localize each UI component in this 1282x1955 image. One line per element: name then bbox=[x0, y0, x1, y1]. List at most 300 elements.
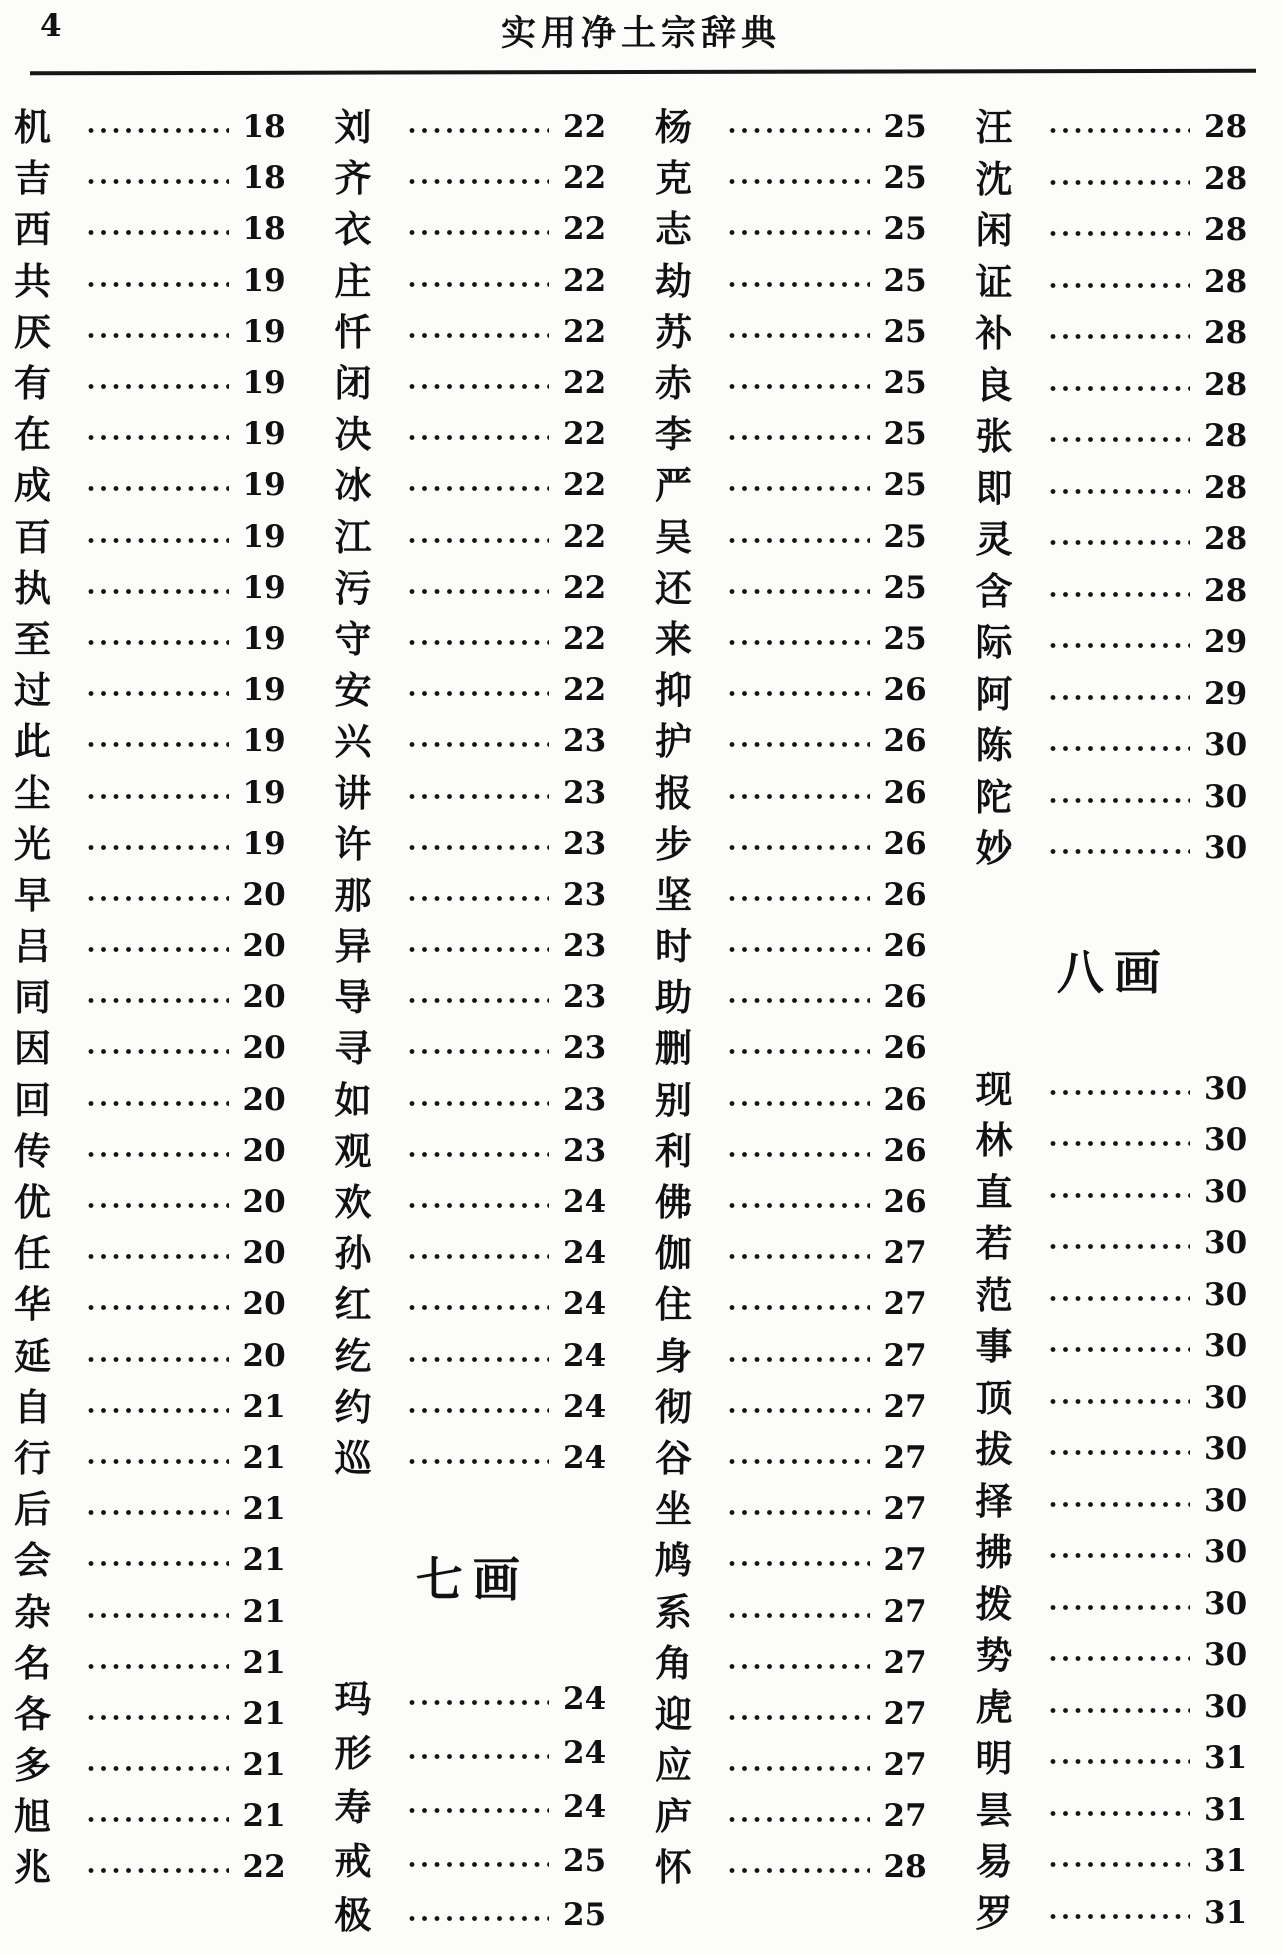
dotted-leader bbox=[729, 332, 870, 339]
entry-character: 坚 bbox=[655, 872, 692, 917]
index-entry-row bbox=[976, 1475, 1253, 1527]
index-entry-row bbox=[335, 1177, 612, 1228]
entry-page-number: 30 bbox=[1204, 1534, 1248, 1570]
dotted-leader bbox=[1050, 179, 1191, 186]
index-entry-row bbox=[976, 669, 1253, 721]
entry-character: 寿 bbox=[334, 1785, 372, 1830]
entry-page-number: 30 bbox=[1204, 1276, 1248, 1313]
dotted-leader bbox=[1050, 127, 1191, 134]
entry-page-number: 21 bbox=[242, 1747, 286, 1784]
index-entry-row bbox=[14, 409, 291, 460]
index-entry-row bbox=[335, 870, 612, 921]
dotted-leader bbox=[88, 588, 229, 595]
entry-character: 迎 bbox=[655, 1691, 692, 1736]
entry-page-number: 29 bbox=[1204, 675, 1248, 712]
running-head bbox=[0, 0, 1282, 78]
index-entry-row bbox=[335, 1727, 612, 1781]
dotted-leader bbox=[88, 1356, 229, 1363]
dotted-leader bbox=[88, 1765, 229, 1772]
entry-character: 来 bbox=[655, 616, 692, 661]
index-entry-row bbox=[14, 1228, 291, 1279]
entry-page-number: 27 bbox=[883, 1747, 927, 1784]
entry-character: 共 bbox=[14, 258, 51, 303]
dotted-leader bbox=[1050, 1089, 1191, 1096]
entry-page-number: 28 bbox=[1204, 315, 1248, 352]
index-entry-row bbox=[14, 767, 291, 818]
entry-character: 还 bbox=[655, 565, 692, 610]
dotted-leader bbox=[1050, 1913, 1191, 1920]
entry-page-number: 25 bbox=[883, 518, 927, 555]
index-entry-row bbox=[655, 1279, 932, 1330]
index-entry-row bbox=[335, 102, 612, 153]
index-entry-row bbox=[14, 1177, 291, 1228]
index-entry-row bbox=[655, 1689, 932, 1740]
entry-character: 昙 bbox=[975, 1787, 1013, 1832]
entry-page-number: 27 bbox=[883, 1388, 927, 1425]
dotted-leader bbox=[729, 127, 870, 134]
entry-page-number: 20 bbox=[242, 1132, 286, 1169]
dotted-leader bbox=[409, 332, 550, 339]
dotted-leader bbox=[88, 1202, 229, 1209]
entry-character: 步 bbox=[655, 821, 692, 866]
entry-page-number: 30 bbox=[1204, 1585, 1248, 1622]
dotted-leader bbox=[88, 1509, 229, 1516]
index-entry-row bbox=[335, 1279, 612, 1330]
index-entry-row bbox=[14, 460, 291, 511]
dotted-leader bbox=[88, 383, 229, 390]
entry-page-number: 30 bbox=[1204, 1070, 1248, 1107]
entry-page-number: 26 bbox=[883, 1030, 927, 1067]
entry-character: 拔 bbox=[975, 1427, 1013, 1471]
entries-block bbox=[655, 102, 932, 1894]
entry-page-number: 24 bbox=[563, 1681, 607, 1718]
index-entry-row bbox=[976, 1527, 1253, 1579]
entry-character: 护 bbox=[655, 719, 692, 764]
dotted-leader bbox=[729, 793, 870, 800]
entry-character: 苏 bbox=[655, 309, 692, 354]
entries-block bbox=[976, 1063, 1253, 1939]
dotted-leader bbox=[409, 537, 550, 544]
entry-character: 良 bbox=[975, 362, 1013, 407]
dotted-leader bbox=[729, 383, 870, 390]
index-column-2 bbox=[335, 102, 612, 1943]
entry-page-number: 22 bbox=[563, 416, 607, 453]
entry-page-number: 27 bbox=[883, 1593, 927, 1630]
entry-page-number: 27 bbox=[883, 1542, 927, 1579]
index-entry-row bbox=[335, 1433, 612, 1484]
dotted-leader bbox=[1050, 1552, 1191, 1559]
entry-character: 刘 bbox=[334, 105, 372, 150]
dotted-leader bbox=[409, 434, 550, 441]
entry-character: 庄 bbox=[334, 258, 372, 303]
dotted-leader bbox=[409, 946, 550, 953]
index-entry-row bbox=[335, 512, 612, 563]
dotted-leader bbox=[729, 1509, 870, 1516]
entry-character: 安 bbox=[334, 668, 372, 713]
index-entry-row bbox=[14, 1842, 291, 1893]
entry-character: 张 bbox=[975, 414, 1013, 459]
index-entry-row bbox=[335, 819, 612, 870]
dotted-leader bbox=[729, 281, 870, 288]
entry-character: 红 bbox=[334, 1282, 372, 1327]
entry-page-number: 26 bbox=[883, 1081, 927, 1118]
index-entry-row bbox=[335, 972, 612, 1023]
index-entry-row bbox=[655, 614, 932, 665]
entry-character: 吉 bbox=[14, 156, 51, 201]
entry-page-number: 19 bbox=[242, 620, 286, 657]
entry-page-number: 30 bbox=[1204, 1637, 1248, 1673]
dotted-leader bbox=[88, 741, 229, 748]
index-entry-row bbox=[14, 1638, 291, 1689]
entry-page-number: 25 bbox=[883, 620, 927, 657]
index-column-4 bbox=[976, 102, 1253, 1943]
entry-page-number: 26 bbox=[883, 928, 927, 965]
folio-page-number: 4 bbox=[40, 8, 62, 44]
dotted-leader bbox=[88, 1612, 229, 1619]
entry-character: 补 bbox=[975, 311, 1013, 356]
index-entry-row bbox=[655, 1842, 932, 1893]
entry-character: 会 bbox=[14, 1538, 51, 1583]
entry-page-number: 19 bbox=[242, 569, 286, 606]
entry-page-number: 25 bbox=[563, 1897, 607, 1934]
book-title: 实用净土宗辞典 bbox=[500, 13, 781, 54]
dotted-leader bbox=[88, 1100, 229, 1107]
index-entry-row bbox=[14, 1279, 291, 1330]
entry-page-number: 22 bbox=[563, 365, 607, 402]
entry-character: 赤 bbox=[655, 361, 692, 406]
index-entry-row bbox=[14, 256, 291, 307]
dotted-leader bbox=[729, 485, 870, 492]
index-entry-row bbox=[976, 1681, 1253, 1733]
dotted-leader bbox=[729, 1356, 870, 1363]
index-entry-row bbox=[976, 720, 1253, 772]
index-entry-row bbox=[976, 257, 1253, 309]
dotted-leader bbox=[1050, 1295, 1191, 1302]
index-entry-row bbox=[655, 1075, 932, 1126]
dotted-leader bbox=[729, 1765, 870, 1772]
dotted-leader bbox=[729, 844, 870, 851]
index-entry-row bbox=[14, 512, 291, 563]
index-entry-row bbox=[335, 256, 612, 307]
entries-block bbox=[976, 102, 1253, 875]
index-entry-row bbox=[335, 665, 612, 716]
entry-character: 玛 bbox=[334, 1677, 372, 1722]
entry-character: 汪 bbox=[975, 105, 1013, 150]
entry-character: 若 bbox=[975, 1221, 1013, 1265]
entry-page-number: 25 bbox=[883, 160, 927, 197]
index-entry-row bbox=[14, 921, 291, 972]
dotted-leader bbox=[1050, 230, 1191, 237]
entry-page-number: 25 bbox=[883, 313, 927, 350]
entry-character: 际 bbox=[975, 620, 1013, 665]
entry-page-number: 25 bbox=[883, 109, 927, 146]
entry-character: 别 bbox=[655, 1077, 692, 1122]
index-entry-row bbox=[655, 1433, 932, 1484]
dotted-leader bbox=[409, 639, 550, 646]
dotted-leader bbox=[729, 1867, 870, 1874]
entry-page-number: 18 bbox=[242, 160, 286, 197]
dotted-leader bbox=[729, 1202, 870, 1209]
dotted-leader bbox=[88, 793, 229, 800]
entry-character: 导 bbox=[334, 975, 372, 1020]
entry-page-number: 30 bbox=[1204, 1482, 1248, 1519]
entry-character: 执 bbox=[14, 565, 51, 610]
entry-character: 灵 bbox=[975, 517, 1013, 562]
entry-character: 伽 bbox=[655, 1231, 692, 1276]
entry-character: 删 bbox=[655, 1026, 692, 1071]
index-entry-row bbox=[655, 1228, 932, 1279]
index-entry-row bbox=[655, 153, 932, 204]
entry-character: 过 bbox=[14, 668, 51, 713]
entry-character: 齐 bbox=[334, 156, 372, 201]
entry-page-number: 22 bbox=[563, 313, 607, 350]
entry-page-number: 28 bbox=[1204, 160, 1248, 197]
entry-character: 延 bbox=[14, 1333, 51, 1378]
entry-page-number: 22 bbox=[563, 160, 607, 197]
entry-character: 庐 bbox=[655, 1794, 692, 1839]
entry-page-number: 30 bbox=[1204, 1431, 1248, 1467]
index-column-3 bbox=[655, 102, 932, 1943]
index-entry-row bbox=[14, 614, 291, 665]
entry-character: 回 bbox=[14, 1077, 51, 1122]
index-entry-row bbox=[655, 563, 932, 614]
entry-character: 住 bbox=[655, 1282, 692, 1327]
entries-block bbox=[335, 1673, 612, 1943]
dotted-leader bbox=[729, 1560, 870, 1567]
dotted-leader bbox=[409, 1100, 550, 1107]
entry-page-number: 26 bbox=[883, 1132, 927, 1169]
index-entry-row bbox=[655, 1791, 932, 1842]
index-entry-row bbox=[655, 204, 932, 255]
entry-page-number: 28 bbox=[1204, 521, 1248, 558]
entry-page-number: 28 bbox=[1204, 418, 1248, 455]
index-entry-row bbox=[335, 716, 612, 767]
entry-page-number: 25 bbox=[883, 365, 927, 402]
entry-character: 尘 bbox=[14, 770, 51, 815]
dotted-leader bbox=[88, 537, 229, 544]
entry-character: 现 bbox=[975, 1066, 1013, 1111]
entry-character: 劫 bbox=[655, 258, 692, 303]
index-entry-row bbox=[14, 716, 291, 767]
entry-character: 各 bbox=[14, 1691, 51, 1736]
dotted-leader bbox=[729, 1100, 870, 1107]
entry-character: 纥 bbox=[334, 1333, 372, 1378]
dotted-leader bbox=[409, 1356, 550, 1363]
dotted-leader bbox=[1050, 539, 1191, 546]
entry-character: 含 bbox=[975, 568, 1013, 613]
entry-character: 易 bbox=[975, 1839, 1013, 1883]
index-entry-row bbox=[14, 1484, 291, 1535]
entry-character: 林 bbox=[975, 1118, 1013, 1162]
dotted-leader bbox=[1050, 1655, 1191, 1662]
index-entry-row bbox=[335, 614, 612, 665]
dotted-leader bbox=[88, 1304, 229, 1311]
entry-page-number: 21 bbox=[242, 1439, 286, 1476]
entry-character: 拨 bbox=[975, 1581, 1013, 1626]
index-entry-row bbox=[655, 716, 932, 767]
entry-character: 阿 bbox=[975, 671, 1013, 716]
dotted-leader bbox=[1050, 1810, 1191, 1817]
entry-page-number: 31 bbox=[1204, 1843, 1248, 1879]
dotted-leader bbox=[409, 1861, 550, 1868]
dotted-leader bbox=[409, 1458, 550, 1465]
dotted-leader bbox=[729, 1253, 870, 1260]
entry-page-number: 26 bbox=[883, 876, 927, 913]
entry-character: 报 bbox=[655, 770, 692, 815]
entry-character: 李 bbox=[655, 412, 692, 457]
entry-page-number: 19 bbox=[242, 467, 286, 504]
entry-page-number: 26 bbox=[883, 774, 927, 811]
entry-character: 妙 bbox=[975, 826, 1013, 871]
index-entry-row bbox=[976, 514, 1253, 566]
entry-page-number: 28 bbox=[1204, 109, 1248, 146]
entry-page-number: 22 bbox=[563, 569, 607, 606]
index-entry-row bbox=[655, 1331, 932, 1382]
entry-page-number: 18 bbox=[242, 109, 286, 146]
entry-page-number: 30 bbox=[1204, 1688, 1248, 1725]
entry-page-number: 22 bbox=[563, 467, 607, 504]
dotted-leader bbox=[88, 1407, 229, 1414]
dotted-leader bbox=[409, 281, 550, 288]
index-entry-row bbox=[335, 921, 612, 972]
entry-character: 顶 bbox=[975, 1375, 1013, 1420]
index-entry-row bbox=[976, 772, 1253, 824]
dotted-leader bbox=[1050, 642, 1191, 649]
index-entry-row bbox=[655, 665, 932, 716]
dotted-leader bbox=[88, 1151, 229, 1158]
index-entry-row bbox=[655, 1484, 932, 1535]
index-entry-row bbox=[655, 1638, 932, 1689]
entry-page-number: 28 bbox=[1204, 212, 1248, 249]
entry-character: 闭 bbox=[334, 361, 372, 406]
entry-page-number: 29 bbox=[1204, 624, 1248, 661]
entry-character: 旭 bbox=[14, 1794, 51, 1839]
index-entry-row bbox=[335, 1023, 612, 1074]
index-entry-row bbox=[976, 1733, 1253, 1785]
entry-character: 衣 bbox=[334, 207, 372, 252]
entry-page-number: 21 bbox=[242, 1388, 286, 1425]
entry-character: 吴 bbox=[655, 514, 692, 559]
index-entry-row bbox=[14, 1075, 291, 1126]
index-entry-row bbox=[14, 1382, 291, 1433]
entry-character: 佛 bbox=[655, 1180, 692, 1225]
dotted-leader bbox=[88, 485, 229, 492]
dotted-leader bbox=[409, 1048, 550, 1055]
index-entry-row bbox=[976, 1372, 1253, 1424]
entry-character: 优 bbox=[14, 1180, 51, 1225]
index-entry-row bbox=[976, 463, 1253, 515]
entry-character: 兴 bbox=[334, 719, 372, 764]
dotted-leader bbox=[729, 1151, 870, 1158]
index-entry-row bbox=[14, 1023, 291, 1074]
entry-page-number: 27 bbox=[883, 1491, 927, 1528]
dotted-leader bbox=[729, 537, 870, 544]
entry-character: 冰 bbox=[334, 463, 372, 508]
entry-page-number: 28 bbox=[883, 1849, 927, 1886]
entry-page-number: 31 bbox=[1204, 1791, 1248, 1828]
index-entry-row bbox=[335, 563, 612, 614]
dotted-leader bbox=[1050, 1861, 1191, 1868]
dotted-leader bbox=[1050, 1398, 1191, 1405]
entry-page-number: 24 bbox=[563, 1439, 607, 1476]
entry-page-number: 31 bbox=[1204, 1894, 1248, 1931]
entry-character: 彻 bbox=[655, 1384, 692, 1429]
entry-character: 形 bbox=[334, 1731, 372, 1776]
index-entry-row bbox=[976, 1218, 1253, 1270]
dotted-leader bbox=[88, 844, 229, 851]
entry-page-number: 22 bbox=[563, 620, 607, 657]
entry-page-number: 24 bbox=[563, 1235, 607, 1272]
index-entry-row bbox=[14, 1433, 291, 1484]
entry-character: 后 bbox=[14, 1487, 51, 1532]
entry-page-number: 30 bbox=[1204, 1122, 1248, 1158]
entry-character: 闲 bbox=[975, 208, 1013, 253]
entry-character: 异 bbox=[334, 924, 372, 969]
entry-page-number: 21 bbox=[242, 1644, 286, 1681]
dotted-leader bbox=[409, 1253, 550, 1260]
index-entry-row bbox=[335, 1835, 612, 1889]
index-entry-row bbox=[14, 1586, 291, 1637]
index-entry-row bbox=[976, 154, 1253, 206]
entry-page-number: 22 bbox=[563, 211, 607, 248]
dotted-leader bbox=[409, 793, 550, 800]
entry-page-number: 20 bbox=[242, 928, 286, 965]
entry-character: 百 bbox=[14, 514, 51, 559]
entry-page-number: 20 bbox=[242, 1286, 286, 1323]
entry-character: 杂 bbox=[14, 1589, 51, 1634]
index-entry-row bbox=[655, 1535, 932, 1586]
index-entry-row bbox=[655, 460, 932, 511]
entry-character: 陈 bbox=[975, 723, 1013, 768]
dotted-leader bbox=[1050, 694, 1191, 701]
index-entry-row bbox=[14, 307, 291, 358]
index-entry-row bbox=[335, 204, 612, 255]
index-columns bbox=[0, 78, 1282, 1943]
index-entry-row bbox=[976, 1424, 1253, 1476]
entry-page-number: 30 bbox=[1204, 1379, 1248, 1416]
entry-character: 华 bbox=[14, 1282, 51, 1327]
dotted-leader bbox=[729, 1458, 870, 1465]
entry-page-number: 30 bbox=[1204, 1225, 1248, 1261]
entry-character: 怀 bbox=[655, 1845, 692, 1890]
entry-page-number: 23 bbox=[563, 723, 607, 760]
index-entry-row bbox=[976, 617, 1253, 669]
entry-character: 传 bbox=[14, 1128, 51, 1173]
index-entry-row bbox=[976, 1836, 1253, 1888]
entry-page-number: 24 bbox=[563, 1286, 607, 1323]
dotted-leader bbox=[1050, 436, 1191, 443]
entry-page-number: 27 bbox=[883, 1644, 927, 1681]
dotted-leader bbox=[88, 1816, 229, 1823]
dotted-leader bbox=[409, 485, 550, 492]
entry-page-number: 24 bbox=[563, 1184, 607, 1221]
entry-page-number: 20 bbox=[242, 1235, 286, 1272]
index-entry-row bbox=[655, 1740, 932, 1791]
entry-character: 明 bbox=[975, 1736, 1013, 1780]
entry-page-number: 19 bbox=[242, 313, 286, 350]
entry-page-number: 20 bbox=[242, 979, 286, 1016]
dotted-leader bbox=[409, 1699, 550, 1706]
index-entry-row bbox=[14, 1740, 291, 1791]
dotted-leader bbox=[1050, 745, 1191, 752]
dotted-leader bbox=[409, 1202, 550, 1209]
entry-character: 西 bbox=[14, 207, 51, 252]
dotted-leader bbox=[729, 1816, 870, 1823]
index-entry-row bbox=[655, 1126, 932, 1177]
entry-page-number: 28 bbox=[1204, 469, 1248, 506]
dotted-leader bbox=[88, 1253, 229, 1260]
dotted-leader bbox=[88, 1663, 229, 1670]
